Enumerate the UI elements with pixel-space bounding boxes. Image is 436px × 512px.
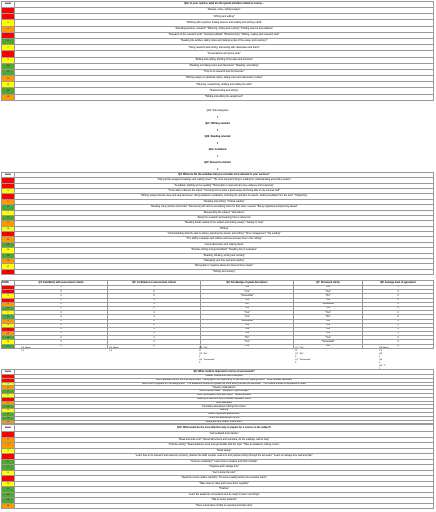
value-cell: "Yes" bbox=[201, 299, 294, 302]
response-cell: "Essays, notes, writing essays" bbox=[15, 8, 434, 13]
rank-cell: 3 bbox=[2, 189, 15, 193]
response-cell: "Research of the research work" "Getting feedback" "Brainstorming" "Writing, reading and research work" bbox=[15, 33, 434, 38]
column-header: Q4: Familiarity with assessment criteria bbox=[15, 281, 108, 285]
rank-cell: 11 bbox=[2, 328, 15, 331]
response-cell: "Writing essays that are clear and well-structured. Using academic vocabulary. Including the opinions of experts. Getting feedback from the tutor" "Organizing" bbox=[15, 194, 434, 198]
value-cell: 1 bbox=[15, 332, 108, 335]
value-cell: "Yes" bbox=[294, 299, 363, 302]
value-cell: 1 bbox=[108, 328, 201, 331]
summary-stat: 1.5 bbox=[109, 350, 113, 352]
response-cell: "Nothing" bbox=[15, 409, 434, 412]
response-cell: "Writing and editing the assignment" bbox=[15, 95, 434, 100]
rank-cell: 15 bbox=[2, 95, 15, 100]
value-cell: 2 bbox=[15, 290, 108, 293]
column-header: Q8: Average level of agreement bbox=[363, 281, 434, 285]
value-cell: 1 bbox=[108, 311, 201, 314]
subcategory-line: 2 bbox=[216, 154, 219, 158]
rank-cell: 16 bbox=[2, 259, 15, 263]
response-cell: "Examples and clearer instructions" bbox=[15, 421, 434, 424]
value-cell: 1 bbox=[363, 332, 434, 335]
summary-stat: Q7: "Yes" bbox=[295, 347, 305, 349]
response-cell: "Doing research and writing, discussing with classmates and tutors" bbox=[15, 45, 434, 50]
value-cell: 2 bbox=[363, 345, 434, 348]
rank-cell: 3 bbox=[2, 443, 15, 448]
rank-header: RANK bbox=[2, 425, 15, 431]
response-cell: "Being able to organise ideas and present them clearly" bbox=[15, 264, 434, 268]
rank-cell: 11 bbox=[2, 487, 15, 492]
rank-cell: 14 bbox=[2, 248, 15, 252]
rank-cell: 1 bbox=[2, 432, 15, 437]
subcategory-line: 2 bbox=[216, 167, 219, 171]
response-cell: "Reading the articles, taking notes and making a plan of the essay, and revising it" bbox=[15, 39, 434, 44]
rank-cell: 13 bbox=[2, 243, 15, 247]
rank-cell: 1 bbox=[2, 375, 15, 378]
rank-cell: 13 bbox=[2, 421, 15, 424]
rank-cell: 13 bbox=[2, 82, 15, 87]
section-q3-table bbox=[1, 172, 434, 275]
column-header: Q5: Confidence in assessment criteria bbox=[108, 281, 201, 285]
rank-cell: 5 bbox=[2, 454, 15, 459]
section-q9-table bbox=[1, 369, 434, 424]
summary-stat: 2 bbox=[295, 356, 297, 358]
rank-cell: 6 bbox=[2, 460, 15, 465]
rank-cell: 11 bbox=[2, 70, 15, 75]
rank-cell: 14 bbox=[2, 88, 15, 93]
rank-cell: 12 bbox=[2, 417, 15, 420]
value-cell: "Yes" bbox=[201, 286, 294, 289]
response-cell: "Marking should be more consistent between tutors" bbox=[15, 398, 434, 401]
rank-cell: 10 bbox=[2, 409, 15, 412]
response-cell: "Practise writing and get feedback" "Reading lots of examples" bbox=[15, 248, 434, 252]
rank-cell: 8 bbox=[2, 216, 15, 220]
response-cell: "Reading books related to the subject and writing essays" "Asking for help" bbox=[15, 221, 434, 225]
value-cell: 1 bbox=[15, 340, 108, 343]
rank-cell: 7 bbox=[2, 398, 15, 401]
value-cell: 1 bbox=[15, 294, 108, 297]
summary-stat: 2 bbox=[199, 356, 201, 358]
summary-stat: 1.5 bbox=[379, 350, 383, 352]
value-cell: "Somewhat" bbox=[201, 320, 294, 323]
response-cell: "Doing all the assigned readings and making notes" "The most important thing is reading for understanding and writing clearly" bbox=[15, 178, 434, 182]
question-header: Q3: What are the the activities that you consider most relevant to your success? bbox=[15, 173, 434, 177]
rank-cell: 7 bbox=[2, 45, 15, 50]
response-cell: "Practise writing" "Read academic texts and get familiar with the style" "Take an academic writing course" bbox=[15, 443, 434, 448]
rank-header: RANK bbox=[2, 2, 15, 7]
response-cell: "Better organised assessment" bbox=[15, 413, 434, 416]
response-cell: "Group discussion and sharing ideas" bbox=[15, 243, 434, 247]
value-cell: 2 bbox=[108, 294, 201, 297]
value-cell: "Yes" bbox=[201, 311, 294, 314]
rank-cell: 6 bbox=[2, 205, 15, 209]
response-cell: "I think the assessment is fine" bbox=[15, 417, 434, 420]
value-cell: "Somewhat" bbox=[201, 294, 294, 297]
response-cell: "Practise" bbox=[15, 487, 434, 492]
rank-cell: 7 bbox=[2, 465, 15, 470]
response-cell: "Read widely" bbox=[15, 449, 434, 454]
response-cell: "To be able to discuss the topics" "Knowing how to write a good essay and being able to cite sources well" bbox=[15, 189, 434, 193]
response-cell: "More practice tasks" "Samples of good essays" bbox=[15, 390, 434, 393]
response-cell: "Writing and editing, thinking of the topic and structure" bbox=[15, 58, 434, 63]
rank-cell: 3 bbox=[2, 383, 15, 386]
response-cell: "Writing essays on particular topics, taking notes and discussion in class" bbox=[15, 76, 434, 81]
rank-cell: 7 bbox=[2, 211, 15, 215]
value-cell: "Yes" bbox=[201, 345, 294, 348]
rank-cell: 13 bbox=[2, 498, 15, 503]
rank-cell: 6 bbox=[2, 307, 15, 310]
q2-subcategories bbox=[1, 108, 434, 173]
rank-cell: 6 bbox=[2, 39, 15, 44]
rank-cell: 5 bbox=[2, 200, 15, 204]
rank-cell: 15 bbox=[2, 345, 15, 348]
value-cell: 1 bbox=[363, 328, 434, 331]
value-cell: 1 bbox=[363, 294, 434, 297]
value-cell: 1 bbox=[363, 311, 434, 314]
rank-cell: 10 bbox=[2, 227, 15, 231]
rank-cell: 7 bbox=[2, 311, 15, 314]
rank-cell: 12 bbox=[2, 493, 15, 498]
value-cell: 2 bbox=[15, 336, 108, 339]
value-cell: "Somewhat" bbox=[294, 340, 363, 343]
value-cell: 2 bbox=[108, 345, 201, 348]
value-cell: 1 bbox=[108, 340, 201, 343]
value-cell: "No" bbox=[294, 294, 363, 297]
response-cell: "Clearer criteria and more examples" bbox=[15, 375, 434, 378]
rank-cell: 4 bbox=[2, 194, 15, 198]
value-cell: "Yes" bbox=[294, 320, 363, 323]
value-cell: 1 bbox=[15, 286, 108, 289]
rank-cell: 11 bbox=[2, 413, 15, 416]
response-cell: "Improve vocabulary" "Learn how to analyse and think critically" bbox=[15, 460, 434, 465]
q10-row bbox=[2, 504, 434, 510]
value-cell: "No" bbox=[201, 336, 294, 339]
summary-stat: 2 bbox=[295, 362, 297, 364]
subcategory-line: Q2d: Reading-oriented bbox=[204, 135, 231, 138]
summary-stat: 2 bbox=[199, 362, 201, 364]
response-cell: "Learn how to do research and reference properly, practise the skills needed, read a lot and practise writing through the semester" "Learn to manage time well and plan" bbox=[15, 454, 434, 459]
response-cell: "Get to know the tutor" bbox=[15, 471, 434, 476]
response-cell: "Read and write a lot" "Attend all lectures and seminars, do the readings, ask for help" bbox=[15, 438, 434, 443]
section-q2a-table bbox=[1, 1, 434, 101]
rank-cell: 2 bbox=[2, 379, 15, 382]
value-cell: "Yes" bbox=[201, 307, 294, 310]
response-cell: "More feedback" bbox=[15, 402, 434, 405]
value-cell: "Yes" bbox=[294, 286, 363, 289]
column-header: Q6: Knowledge of grade descriptors bbox=[201, 281, 294, 285]
rank-cell: 2 bbox=[2, 184, 15, 188]
response-cell: "Brainstorming and writing" bbox=[15, 88, 434, 93]
value-cell: "Yes" bbox=[201, 315, 294, 318]
column-header: RANK bbox=[2, 281, 15, 285]
rank-cell: 5 bbox=[2, 390, 15, 393]
value-cell: 1 bbox=[108, 299, 201, 302]
rank-cell: 10 bbox=[2, 482, 15, 487]
value-cell: "No" bbox=[201, 303, 294, 306]
response-cell: "Writing and editing" bbox=[15, 14, 434, 19]
question-header: Q10: What would be the most effective way to prepare for a course on the subject? bbox=[15, 425, 434, 431]
rank-cell: 11 bbox=[2, 232, 15, 236]
summary-stat: Q6: "Somewhat" bbox=[199, 359, 216, 361]
rank-cell: 2 bbox=[2, 14, 15, 19]
rank-cell: 2 bbox=[2, 290, 15, 293]
summary-stat: Q8 bbox=[379, 353, 382, 355]
rank-cell: 1 bbox=[2, 178, 15, 182]
value-cell: 2 bbox=[15, 345, 108, 348]
rank-cell: 10 bbox=[2, 64, 15, 69]
response-cell: "Reading and taking notes and discussion" "Reading, note taking" bbox=[15, 64, 434, 69]
rank-cell: 8 bbox=[2, 315, 15, 318]
value-cell: 1 bbox=[363, 303, 434, 306]
subcategory-line: Q2b: Sub-categories bbox=[206, 109, 229, 112]
value-cell: "Yes" bbox=[294, 307, 363, 310]
value-cell: 2 bbox=[15, 315, 108, 318]
value-cell: "Yes" bbox=[294, 324, 363, 327]
value-cell: 1 bbox=[15, 303, 108, 306]
rank-cell: 8 bbox=[2, 471, 15, 476]
summary-stat: Q8: "7" bbox=[379, 365, 386, 367]
value-cell: "Yes" bbox=[294, 290, 363, 293]
rank-cell: 10 bbox=[2, 324, 15, 327]
rank-cell: 8 bbox=[2, 402, 15, 405]
value-cell: "Yes" bbox=[201, 328, 294, 331]
value-cell: 1 bbox=[15, 311, 108, 314]
response-cell: "More consultation time with tutors" "Model answers" bbox=[15, 394, 434, 397]
rank-cell: 14 bbox=[2, 340, 15, 343]
value-cell: 2 bbox=[363, 307, 434, 310]
summary-stat: 11 bbox=[199, 350, 202, 352]
rank-cell: 9 bbox=[2, 221, 15, 225]
subcategory-line: 5 bbox=[216, 141, 219, 145]
value-cell: 1 bbox=[363, 286, 434, 289]
summary-stat: Q4: Mean bbox=[21, 347, 31, 349]
rank-cell: 18 bbox=[2, 270, 15, 274]
subcategory-line: 8 bbox=[216, 128, 219, 132]
rank-cell: 6 bbox=[2, 394, 15, 397]
rank-cell: 9 bbox=[2, 405, 15, 408]
subcategory-line: Q2c: Writing-oriented bbox=[205, 122, 230, 125]
q2a-row bbox=[2, 95, 434, 101]
subcategory-line: 3 bbox=[216, 115, 219, 119]
rank-cell: 9 bbox=[2, 58, 15, 63]
value-cell: 2 bbox=[363, 315, 434, 318]
response-cell: "Writing" bbox=[15, 227, 434, 231]
response-cell: "Doing the research and learning how to reference" bbox=[15, 216, 434, 220]
rank-cell: 4 bbox=[2, 386, 15, 389]
response-cell: "Get feedback and practise" bbox=[15, 432, 434, 437]
value-cell: 2 bbox=[108, 332, 201, 335]
section-q4-q8-table bbox=[1, 280, 434, 349]
rank-cell: 13 bbox=[2, 336, 15, 339]
rank-cell: 12 bbox=[2, 237, 15, 241]
rank-cell: 5 bbox=[2, 303, 15, 306]
rank-cell: 9 bbox=[2, 476, 15, 481]
response-cell: "Presentations and group work" bbox=[15, 51, 434, 56]
response-cell: "Writing and revising" bbox=[15, 270, 434, 274]
summary-stat: 2 bbox=[379, 362, 381, 364]
response-cell: "Managing your time well and reading" bbox=[15, 259, 434, 263]
summary-stat: 11 bbox=[295, 350, 298, 352]
rank-cell: 15 bbox=[2, 254, 15, 258]
rank-cell: 4 bbox=[2, 449, 15, 454]
value-cell: 1 bbox=[15, 328, 108, 331]
rank-cell: 9 bbox=[2, 320, 15, 323]
response-cell: "Read the course outline carefully" "Do some reading before the semester starts" bbox=[15, 476, 434, 481]
q2a-title: Q2a: In your opinion, what are the typical activities related to course... bbox=[15, 2, 434, 7]
response-cell: "Have a clear idea of what is expected and start early" bbox=[15, 504, 434, 509]
value-cell: 1 bbox=[15, 320, 108, 323]
response-cell: "Take notes in class and review them regularly" bbox=[15, 482, 434, 487]
response-cell: "Learn the academic conventions and be ready to learn new things" bbox=[15, 493, 434, 498]
summary-stat: 1 bbox=[379, 368, 381, 370]
response-cell: "Reading, thinking, writing and revising" bbox=[15, 254, 434, 258]
value-cell: "No" bbox=[294, 315, 363, 318]
rank-cell: 2 bbox=[2, 438, 15, 443]
value-cell: 2 bbox=[15, 299, 108, 302]
response-cell: "Attending lectures, research" "Planning, writing and revising" "Finding sources and citations" bbox=[15, 27, 434, 32]
value-cell: "Yes" bbox=[294, 345, 363, 348]
q10-header-row bbox=[2, 425, 434, 432]
value-cell: 2 bbox=[108, 320, 201, 323]
value-cell: "Yes" bbox=[294, 332, 363, 335]
response-cell: "Reading and writing" "Critical reading" bbox=[15, 200, 434, 204]
subcategory-line: Q2f: Research-oriented bbox=[204, 161, 231, 164]
response-cell: "Organise and manage time" bbox=[15, 465, 434, 470]
summary-stat: 1 bbox=[379, 356, 381, 358]
response-cell: "Talk to senior students" bbox=[15, 498, 434, 503]
summary-stat: 1.5 bbox=[21, 350, 25, 352]
value-cell: 2 bbox=[15, 324, 108, 327]
summary-stat: Q6: "No" bbox=[199, 353, 208, 355]
value-cell: "Yes" bbox=[201, 324, 294, 327]
response-cell: "More time to prepare for the assignment" "The deadlines should be spread out more evenly across the semester" "The criteria should be explained in class" bbox=[15, 383, 434, 386]
summary-stat: Q6: "Yes" bbox=[199, 347, 209, 349]
summary-stat: Q7: "No" bbox=[295, 353, 304, 355]
rank-cell: 3 bbox=[2, 294, 15, 297]
value-cell: 2 bbox=[108, 290, 201, 293]
value-cell: 2 bbox=[363, 290, 434, 293]
section-q10-table bbox=[1, 424, 434, 509]
rank-cell: 3 bbox=[2, 20, 15, 25]
value-cell: 2 bbox=[363, 336, 434, 339]
rank-cell: 1 bbox=[2, 286, 15, 289]
value-cell: "Somewhat" bbox=[294, 303, 363, 306]
value-cell: "Yes" bbox=[201, 340, 294, 343]
response-cell: "Clearer explanations" bbox=[15, 386, 434, 389]
q3-row bbox=[2, 270, 434, 275]
response-cell: "Researching the subject" "Attendance" bbox=[15, 211, 434, 215]
summary-stat: Q7: "Somewhat" bbox=[295, 359, 312, 361]
value-cell: "Yes" bbox=[201, 332, 294, 335]
value-cell: 1 bbox=[108, 303, 201, 306]
subcategory-line: Q2e: Combined bbox=[208, 148, 227, 151]
value-cell: 1 bbox=[363, 340, 434, 343]
rank-cell: 1 bbox=[2, 8, 15, 13]
value-cell: "Yes" bbox=[201, 290, 294, 293]
value-cell: 2 bbox=[108, 324, 201, 327]
summary-stat: Q8: Mean bbox=[379, 347, 389, 349]
rank-cell: 17 bbox=[2, 264, 15, 268]
rank-cell: 4 bbox=[2, 299, 15, 302]
value-cell: 1 bbox=[363, 320, 434, 323]
response-cell: "The ability to analyse and criticise sources and use them in the writing" bbox=[15, 237, 434, 241]
value-cell: 1 bbox=[108, 336, 201, 339]
value-cell: 1 bbox=[108, 286, 201, 289]
value-cell: 2 bbox=[363, 299, 434, 302]
rank-cell: 8 bbox=[2, 51, 15, 56]
rank-header: RANK bbox=[2, 370, 15, 374]
response-cell: "Feedback, drafting and re-reading" "Being able to read well and use evidence and reasoning" bbox=[15, 184, 434, 188]
summary-stat: Q5: Mean bbox=[109, 347, 119, 349]
response-cell: "Understanding what the task is asking, planning the answer and writing" "Time management" "Re-reading" bbox=[15, 232, 434, 236]
question-header: Q9: What could be improved in terms of assessment? bbox=[15, 370, 434, 374]
rank-cell: 12 bbox=[2, 76, 15, 81]
value-cell: 2 bbox=[363, 324, 434, 327]
rank-header: RANK bbox=[2, 173, 15, 177]
value-cell: 2 bbox=[108, 307, 201, 310]
value-cell: "Yes" bbox=[294, 328, 363, 331]
column-header: Q7: Perceived clarity bbox=[294, 281, 363, 285]
rank-cell: 14 bbox=[2, 504, 15, 509]
value-cell: "Yes" bbox=[294, 336, 363, 339]
value-cell: "Yes" bbox=[294, 311, 363, 314]
response-cell: "More feedback before the final submission" "Being given the opportunity to see how the marking works" "More detailed feedback" bbox=[15, 379, 434, 382]
summary-stat: Q8 bbox=[379, 359, 382, 361]
response-cell: "How to do research and find sources" bbox=[15, 70, 434, 75]
value-cell: 1 bbox=[108, 315, 201, 318]
value-cell: 2 bbox=[15, 307, 108, 310]
rank-cell: 4 bbox=[2, 27, 15, 32]
response-cell: "Working with a partner, finding sources and reading and writing a draft" bbox=[15, 20, 434, 25]
rank-cell: 5 bbox=[2, 33, 15, 38]
response-cell: "Formative assessment during the course" bbox=[15, 405, 434, 408]
response-cell: "Reading many articles and books" "Discussing with others and asking tutors for help when needed" "Being organised and planning ahead" bbox=[15, 205, 434, 209]
response-cell: "Planning, researching, drafting and editing the work" bbox=[15, 82, 434, 87]
rank-cell: 12 bbox=[2, 332, 15, 335]
